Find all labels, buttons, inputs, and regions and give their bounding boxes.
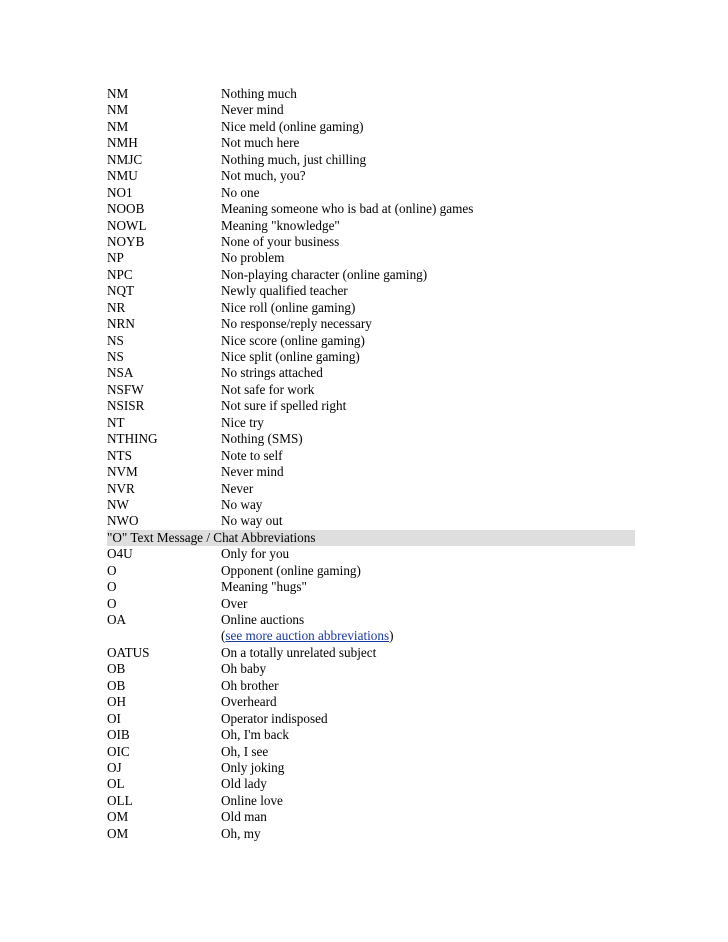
abbreviation: NM (107, 118, 129, 134)
abbreviation-meaning: Only joking (221, 759, 285, 775)
list-item (107, 201, 635, 217)
list-item (107, 793, 635, 809)
abbreviation-meaning: Meaning "knowledge" (221, 217, 340, 233)
list-item (107, 349, 635, 365)
abbreviation: OB (107, 661, 126, 677)
list-item (107, 283, 635, 299)
abbreviation-meaning: Nice try (221, 414, 264, 430)
abbreviation: OH (107, 694, 127, 710)
list-item (107, 316, 635, 332)
abbreviation-meaning: Not sure if spelled right (221, 398, 347, 414)
list-item (107, 218, 635, 234)
abbreviation-meaning: Nothing much, just chilling (221, 151, 367, 167)
abbreviation: NTHING (107, 431, 158, 447)
list-item (107, 694, 635, 710)
abbreviation: O (107, 579, 117, 595)
abbreviation: OIC (107, 743, 130, 759)
abbreviation: NOOB (107, 201, 145, 217)
list-item (107, 678, 635, 694)
list-item (107, 168, 635, 184)
list-item (107, 546, 635, 562)
abbreviation: NRN (107, 316, 135, 332)
o-entries-start (107, 546, 635, 628)
abbreviation-list (107, 86, 635, 842)
abbreviation: O (107, 595, 117, 611)
abbreviation-meaning: Nice roll (online gaming) (221, 299, 356, 315)
abbreviation-meaning: No response/reply necessary (221, 316, 372, 332)
abbreviation-meaning: Operator indisposed (221, 710, 328, 726)
abbreviation: NS (107, 349, 124, 364)
abbreviation: O4U (107, 546, 133, 562)
list-item (107, 464, 635, 480)
abbreviation: NSFW (107, 381, 144, 397)
abbreviation-meaning: Meaning someone who is bad at (online) games (221, 201, 474, 217)
list-item (107, 612, 635, 628)
abbreviation: OJ (107, 759, 122, 775)
abbreviation: O (107, 562, 117, 578)
abbreviation: OI (107, 710, 121, 726)
abbreviation: OIB (107, 727, 130, 743)
section-header-o (107, 530, 635, 546)
abbreviation-meaning: Online love (221, 792, 283, 808)
list-item (107, 365, 635, 381)
abbreviation: NVM (107, 464, 138, 480)
list-item (107, 300, 635, 316)
link-prefix: ( (221, 628, 226, 644)
abbreviation: OB (107, 677, 126, 693)
abbreviation: NM (107, 86, 129, 101)
list-item (107, 448, 635, 464)
abbreviation-meaning: Meaning "hugs" (221, 579, 307, 595)
abbreviation: NVR (107, 480, 135, 496)
abbreviation-meaning: Newly qualified teacher (221, 283, 348, 299)
abbreviation: NM (107, 102, 129, 118)
abbreviation-meaning: Never mind (221, 102, 284, 118)
abbreviation-meaning: Not safe for work (221, 381, 315, 397)
abbreviation: NSA (107, 365, 134, 381)
list-item (107, 513, 635, 529)
abbreviation: OL (107, 776, 125, 792)
list-item (107, 776, 635, 792)
abbreviation-meaning: Oh baby (221, 661, 267, 677)
link-suffix: ) (389, 628, 394, 644)
section-title: "O" Text Message / Chat Abbreviations (107, 529, 316, 545)
abbreviation-meaning: Non-playing character (online gaming) (221, 266, 428, 282)
list-item (107, 102, 635, 118)
list-item (107, 727, 635, 743)
abbreviation-meaning: Oh, my (221, 825, 261, 841)
see-more-auction-abbreviations-link[interactable]: see more auction abbreviations (225, 628, 390, 644)
list-item (107, 579, 635, 595)
abbreviation-meaning: Nice score (online gaming) (221, 332, 365, 348)
list-item (107, 267, 635, 283)
auction-link-text (221, 628, 394, 644)
abbreviation: NQT (107, 283, 135, 299)
abbreviation-meaning: Oh brother (221, 677, 279, 693)
abbreviation: OATUS (107, 644, 150, 660)
abbreviation: NWO (107, 513, 139, 529)
abbreviation-meaning: Not much here (221, 135, 300, 151)
list-item (107, 481, 635, 497)
abbreviation-meaning: Oh, I'm back (221, 727, 289, 743)
abbreviation-meaning: Nice meld (online gaming) (221, 118, 364, 134)
list-item (107, 185, 635, 201)
list-item (107, 86, 635, 102)
abbreviation-meaning: No one (221, 184, 260, 200)
list-item (107, 431, 635, 447)
list-item (107, 645, 635, 661)
list-item (107, 826, 635, 842)
abbreviation-meaning: Nothing much (221, 86, 297, 101)
abbreviation-meaning: Nice split (online gaming) (221, 349, 360, 364)
abbreviation: NTS (107, 447, 132, 463)
list-item (107, 596, 635, 612)
abbreviation: NO1 (107, 184, 133, 200)
abbreviation: NP (107, 250, 124, 266)
abbreviation: NMJC (107, 151, 143, 167)
list-item (107, 497, 635, 513)
abbreviation: NMH (107, 135, 138, 151)
abbreviation-meaning: Old man (221, 809, 267, 825)
list-item (107, 152, 635, 168)
n-entries (107, 86, 635, 530)
list-item (107, 744, 635, 760)
list-item (107, 563, 635, 579)
abbreviation: NW (107, 496, 129, 512)
abbreviation-meaning: Over (221, 595, 248, 611)
abbreviation: NR (107, 299, 126, 315)
abbreviation-meaning: None of your business (221, 233, 340, 249)
list-item (107, 119, 635, 135)
list-item (107, 250, 635, 266)
abbreviation-meaning: No way (221, 496, 263, 512)
list-item (107, 234, 635, 250)
abbreviation: OM (107, 825, 129, 841)
abbreviation: NS (107, 332, 124, 348)
abbreviation-meaning: On a totally unrelated subject (221, 644, 377, 660)
auction-link-row (107, 628, 635, 644)
abbreviation: OLL (107, 792, 133, 808)
abbreviation-meaning: Only for you (221, 546, 290, 562)
abbreviation-meaning: Overheard (221, 694, 277, 710)
abbreviation-meaning: Not much, you? (221, 168, 306, 184)
abbreviation-meaning: No way out (221, 513, 283, 529)
abbreviation-meaning: Oh, I see (221, 743, 269, 759)
list-item (107, 333, 635, 349)
abbreviation-meaning: Nothing (SMS) (221, 431, 303, 447)
list-item (107, 711, 635, 727)
o-entries-rest (107, 645, 635, 842)
list-item (107, 382, 635, 398)
list-item (107, 661, 635, 677)
abbreviation: NSISR (107, 398, 145, 414)
list-item (107, 135, 635, 151)
abbreviation-meaning: No strings attached (221, 365, 323, 381)
abbreviation-meaning: Opponent (online gaming) (221, 562, 361, 578)
abbreviation-meaning: Never (221, 480, 254, 496)
abbreviation-meaning: Old lady (221, 776, 267, 792)
abbreviation: NPC (107, 266, 133, 282)
abbreviation: NOYB (107, 233, 145, 249)
list-item (107, 760, 635, 776)
abbreviation: NOWL (107, 217, 147, 233)
list-item (107, 415, 635, 431)
abbreviation: NT (107, 414, 125, 430)
list-item (107, 809, 635, 825)
abbreviation: OM (107, 809, 129, 825)
abbreviation: OA (107, 612, 127, 627)
abbreviation: NMU (107, 168, 138, 184)
abbreviation-meaning: Online auctions (221, 612, 305, 627)
abbreviation-meaning: Never mind (221, 464, 284, 480)
list-item (107, 398, 635, 414)
abbreviation-meaning: Note to self (221, 447, 283, 463)
abbreviation-meaning: No problem (221, 250, 285, 266)
